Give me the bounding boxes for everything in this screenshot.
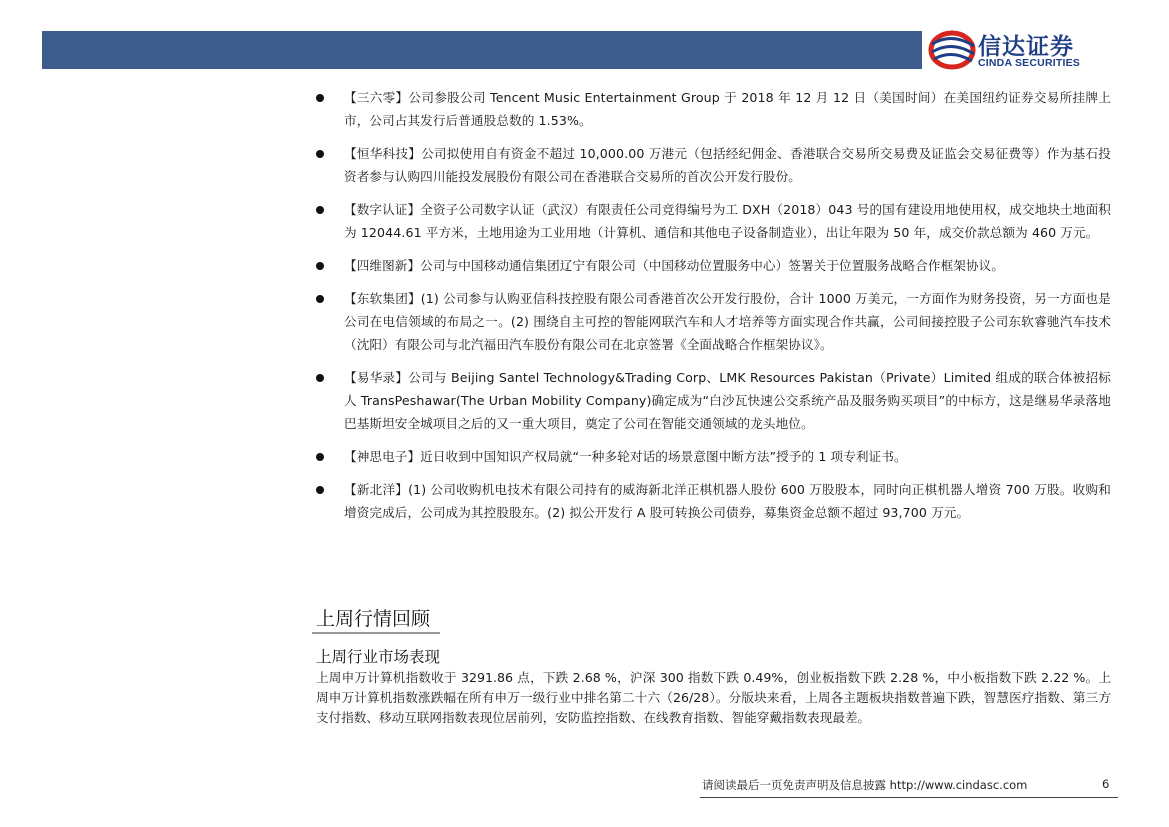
cinda-logo bbox=[928, 22, 1133, 78]
bullet-text: 【数字认证】全资子公司数字认证（武汉）有限责任公司竞得编号为工 DXH（2018）043 号的国有建设用地使用权，成交地块土地面积为 12044.61 平方米，土地用途为工业用地（计算机、通信和其他电子设备制造业），出让年限为 50 年，成交价款总额为 460 万元。 bbox=[344, 202, 1111, 240]
bullet-dot-icon bbox=[316, 295, 324, 303]
list-item bbox=[316, 198, 1111, 244]
bullet-dot-icon bbox=[316, 453, 324, 461]
bullet-text: 【三六零】公司参股公司 Tencent Music Entertainment Group 于 2018 年 12 月 12 日（美国时间）在美国纽约证券交易所挂牌上市，公司占其发行后普通股总数的 1.53%。 bbox=[344, 90, 1111, 128]
bullet-dot-icon bbox=[316, 486, 324, 494]
footer-divider bbox=[700, 797, 1118, 798]
logo-name-cn: 信达证券 bbox=[978, 34, 1074, 60]
section-title: 上周行情回顾 bbox=[316, 608, 431, 630]
bullet-dot-icon bbox=[316, 262, 324, 270]
bullet-text: 【东软集团】(1) 公司参与认购亚信科技控股有限公司香港首次公开发行股份，合计 1000 万美元，一方面作为财务投资，另一方面也是公司在电信领域的布局之一。(2) 围绕自主可控的智能网联汽车和人才培养等方面实现合作共赢，公司间接控股子公司东软睿驰汽车技术（沈阳）有限公司与北汽福田汽车股份有限公司在北京签署《全面战略合作框架协议》。 bbox=[344, 291, 1111, 352]
list-item bbox=[316, 287, 1111, 356]
section-divider bbox=[312, 632, 440, 634]
list-item bbox=[316, 86, 1111, 132]
bullet-text: 【易华录】公司与 Beijing Santel Technology&Trading Corp、LMK Resources Pakistan（Private）Limited 组成的联合体被招标人 TransPeshawar(The Urban Mobility Company)确定成为“白沙瓦快速公交系统产品及服务购买项目”的中标方，这是继易华录落地巴基斯坦安全城项目之后的又一重大项目，奠定了公司在智能交通领域的龙头地位。 bbox=[344, 370, 1111, 431]
list-item bbox=[316, 254, 1111, 277]
list-item bbox=[316, 478, 1111, 524]
list-item bbox=[316, 445, 1111, 468]
bullet-dot-icon bbox=[316, 374, 324, 382]
cinda-emblem-icon bbox=[928, 22, 980, 78]
list-item bbox=[316, 142, 1111, 188]
list-item bbox=[316, 366, 1111, 435]
bullet-text: 【新北洋】(1) 公司收购机电技术有限公司持有的威海新北洋正棋机器人股份 600 万股股本，同时向正棋机器人增资 700 万股。收购和增资完成后，公司成为其控股股东。(2) 拟公开发行 A 股可转换公司债券，募集资金总额不超过 93,700 万元。 bbox=[344, 482, 1111, 520]
header-bar bbox=[42, 31, 922, 69]
news-bullet-list bbox=[316, 86, 1111, 534]
market-summary-paragraph: 上周申万计算机指数收于 3291.86 点，下跌 2.68 %，沪深 300 指数下跌 0.49%，创业板指数下跌 2.28 %，中小板指数下跌 2.22 %。上周申万计算机指数涨跌幅在所有申万一级行业中排名第二十六（26/28）。分版块来看，上周各主题板块指数普遍下跌，智慧医疗指数、第三方支付指数、移动互联网指数表现位居前列，安防监控指数、在线教育指数、智能穿戴指数表现最差。 bbox=[316, 670, 1111, 725]
section-subtitle: 上周行业市场表现 bbox=[316, 648, 441, 666]
bullet-dot-icon bbox=[316, 94, 324, 102]
bullet-dot-icon bbox=[316, 206, 324, 214]
bullet-text: 【恒华科技】公司拟使用自有资金不超过 10,000.00 万港元（包括经纪佣金、香港联合交易所交易费及证监会交易征费等）作为基石投资者参与认购四川能投发展股份有限公司在香港联合交易所的首次公开发行股份。 bbox=[344, 146, 1111, 184]
logo-name-en: CINDA SECURITIES bbox=[978, 57, 1080, 69]
page-number: 6 bbox=[1102, 777, 1110, 791]
bullet-text: 【四维图新】公司与中国移动通信集团辽宁有限公司（中国移动位置服务中心）签署关于位置服务战略合作框架协议。 bbox=[344, 258, 1005, 273]
bullet-text: 【神思电子】近日收到中国知识产权局就“一种多轮对话的场景意图中断方法”授予的 1 项专利证书。 bbox=[344, 449, 907, 464]
bullet-dot-icon bbox=[316, 150, 324, 158]
footer-disclaimer-text: 请阅读最后一页免责声明及信息披露 http://www.cindasc.com bbox=[702, 778, 1028, 792]
